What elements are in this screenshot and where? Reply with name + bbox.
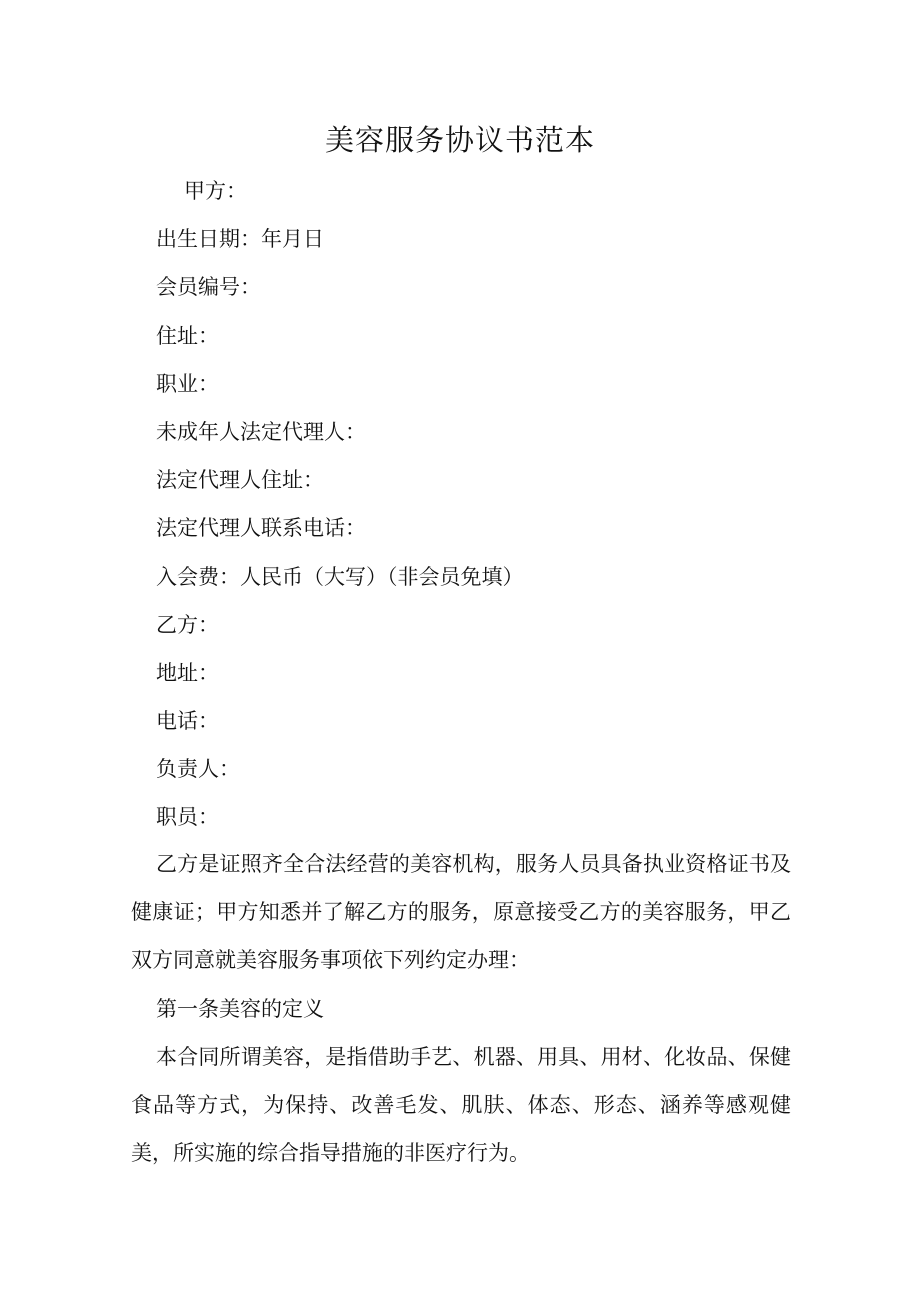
field-party-b: 乙方： (156, 612, 219, 637)
field-address: 住址： (156, 323, 219, 348)
field-birth-date: 出生日期：年月日 (156, 227, 324, 252)
intro-paragraph: 乙方是证照齐全合法经营的美容机构，服务人员具备执业资格证书及健康证；甲方知悉并了解乙方的服务，原意接受乙方的美容服务，甲乙双方同意就美容服务事项依下列约定办理： (131, 852, 791, 973)
field-party-b-phone: 电话： (156, 709, 219, 734)
field-representative-phone: 法定代理人联系电话： (156, 516, 366, 541)
field-party-a: 甲方： (184, 179, 247, 203)
field-occupation: 职业： (156, 371, 219, 396)
field-representative-address: 法定代理人住址： (156, 468, 324, 493)
article-1-heading: 第一条美容的定义 (156, 997, 324, 1021)
field-person-in-charge: 负责人： (156, 757, 240, 782)
article-1-body: 本合同所谓美容，是指借助手艺、机器、用具、用材、化妆品、保健食品等方式，为保持、改善毛发、肌肤、体态、形态、涵养等感观健美，所实施的综合指导措施的非医疗行为。 (131, 1045, 791, 1166)
field-membership-fee: 入会费：人民币（大写）（非会员免填） (156, 564, 524, 589)
field-staff: 职员： (156, 805, 219, 830)
field-party-b-address: 地址： (156, 660, 219, 685)
field-member-number: 会员编号： (156, 275, 261, 300)
field-minor-legal-representative: 未成年人法定代理人： (156, 419, 366, 444)
party-info-fields (156, 173, 816, 848)
document-title: 美容服务协议书范本 (324, 123, 595, 157)
